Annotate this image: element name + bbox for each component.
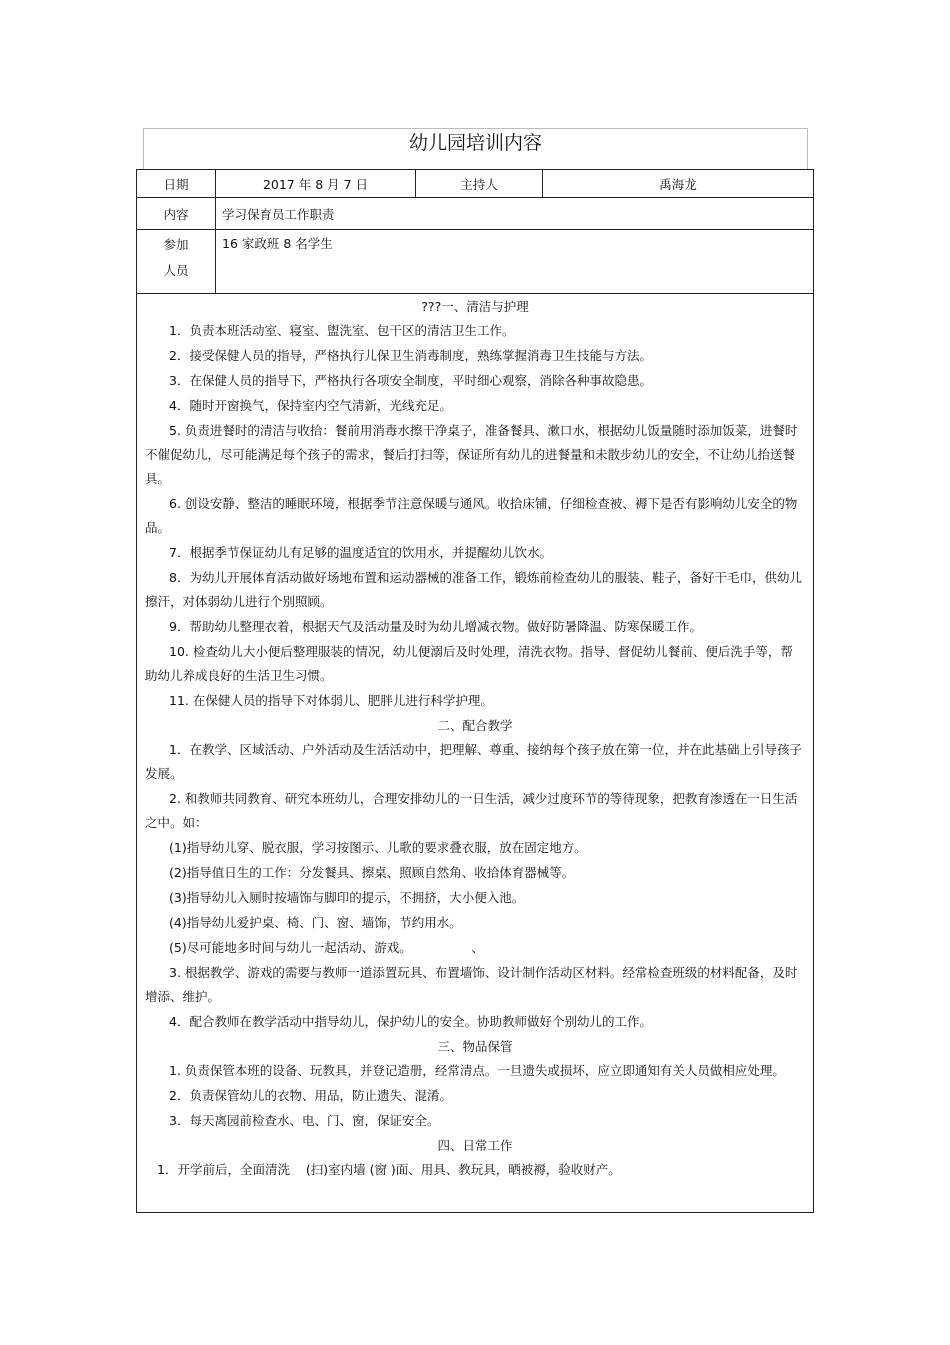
participants-label-line1: 参加 (163, 237, 189, 252)
list-item: 8．为幼儿开展体育活动做好场地布置和运动器械的准备工作，锻炼前检查幼儿的服装、鞋子，备好干毛巾，供幼儿擦汗，对体弱幼儿进行个别照顾。 (145, 570, 802, 609)
info-row-date (137, 170, 814, 198)
content-label: 内容 (137, 198, 216, 230)
info-table (136, 169, 814, 294)
list-item: 9．帮助幼儿整理衣着，根据天气及活动量及时为幼儿增减衣物。做好防暑降温、防寒保暖工作。 (169, 619, 702, 634)
section-title-daily: 四、日常工作 (437, 1138, 513, 1153)
section-title-storage: 三、物品保管 (437, 1039, 513, 1054)
list-item: (4)指导幼儿爱护桌、椅、门、窗、墙饰，节约用水。 (169, 915, 462, 930)
list-item: 1．负责本班活动室、寝室、盥洗室、包干区的清洁卫生工作。 (169, 323, 515, 338)
list-item: 6. 创设安静、整洁的睡眠环境，根据季节注意保暖与通风。收拾床铺，仔细检查被、褥下是否有影响幼儿安全的物品。 (145, 496, 798, 535)
training-content-box (136, 294, 814, 1213)
info-row-content (137, 198, 814, 230)
list-item: (1)指导幼儿穿、脱衣服，学习按图示、儿歌的要求叠衣服，放在固定地方。 (169, 840, 587, 855)
document-title: 幼儿园培训内容 (408, 132, 542, 154)
date-label: 日期 (137, 170, 216, 198)
participants-label (137, 230, 216, 294)
list-item: 1．在教学、区域活动、户外活动及生活活动中，把理解、尊重、接纳每个孩子放在第一位，并在此基础上引导孩子发展。 (145, 742, 802, 781)
list-item: 11. 在保健人员的指导下对体弱儿、肥胖儿进行科学护理。 (169, 693, 493, 708)
list-item: (5)尽可能地多时间与幼儿一起活动、游戏。 、 (169, 940, 484, 955)
document-title-box (143, 128, 808, 169)
list-item: (2)指导值日生的工作：分发餐具、擦桌、照顾自然角、收拾体育器械等。 (169, 865, 575, 880)
participants-value: 16 家政班 8 名学生 (216, 230, 814, 294)
content-value: 学习保育员工作职责 (216, 198, 814, 230)
date-value: 2017 年 8 月 7 日 (216, 170, 416, 198)
list-item: 7．根据季节保证幼儿有足够的温度适宜的饮用水，并提醒幼儿饮水。 (169, 545, 552, 560)
list-item: 1．开学前后，全面清洗 (扫)室内墙 (窗 )面、用具、教玩具，晒被褥，验收财产。 (157, 1162, 621, 1177)
list-item: 3．在保健人员的指导下，严格执行各项安全制度，平时细心观察，消除各种事故隐患。 (169, 373, 652, 388)
list-item: 2．接受保健人员的指导，严格执行儿保卫生消毒制度，熟练掌握消毒卫生技能与方法。 (169, 348, 652, 363)
section-title-cleaning: ???一、清洁与护理 (421, 299, 529, 314)
list-item: 4．随时开窗换气，保持室内空气清新，光线充足。 (169, 398, 452, 413)
list-item: 10. 检查幼儿大小便后整理服装的情况，幼儿便溺后及时处理，清洗衣物。指导、督促幼儿餐前、便后洗手等，帮助幼儿养成良好的生活卫生习惯。 (145, 644, 793, 683)
host-value: 禹海龙 (543, 170, 814, 198)
list-item: 3. 根据教学、游戏的需要与教师一道添置玩具、布置墙饰、设计制作活动区材料。经常检查班级的材料配备，及时增添、维护。 (145, 965, 798, 1004)
list-item: 1. 负责保管本班的设备、玩教具，并登记造册，经常清点。一旦遗失或损坏，应立即通知有关人员做相应处理。 (169, 1063, 785, 1078)
list-item: (3)指导幼儿入厕时按墙饰与脚印的提示，不拥挤，大小便入池。 (169, 890, 525, 905)
list-item: 2. 和教师共同教育、研究本班幼儿，合理安排幼儿的一日生活，减少过度环节的等待现象，把教育渗透在一日生活之中。如： (145, 791, 798, 830)
list-item: 3．每天离园前检查水、电、门、窗，保证安全。 (169, 1113, 440, 1128)
host-label: 主持人 (416, 170, 543, 198)
list-item: 2．负责保管幼儿的衣物、用品，防止遗失、混淆。 (169, 1088, 452, 1103)
participants-label-line2: 人员 (163, 263, 189, 278)
section-title-teaching: 二、配合教学 (437, 718, 513, 733)
list-item: 4．配合教师在教学活动中指导幼儿，保护幼儿的安全。协助教师做好个别幼儿的工作。 (169, 1014, 652, 1029)
list-item: 5. 负责进餐时的清洁与收拾：餐前用消毒水擦干净桌子，准备餐具、漱口水，根据幼儿饭量随时添加饭菜，进餐时不催促幼儿，尽可能满足每个孩子的需求，餐后打扫等，保证所有幼儿的进餐量和未散步幼儿的安全，不让幼儿抬送餐具。 (145, 423, 798, 486)
info-row-participants (137, 230, 814, 294)
